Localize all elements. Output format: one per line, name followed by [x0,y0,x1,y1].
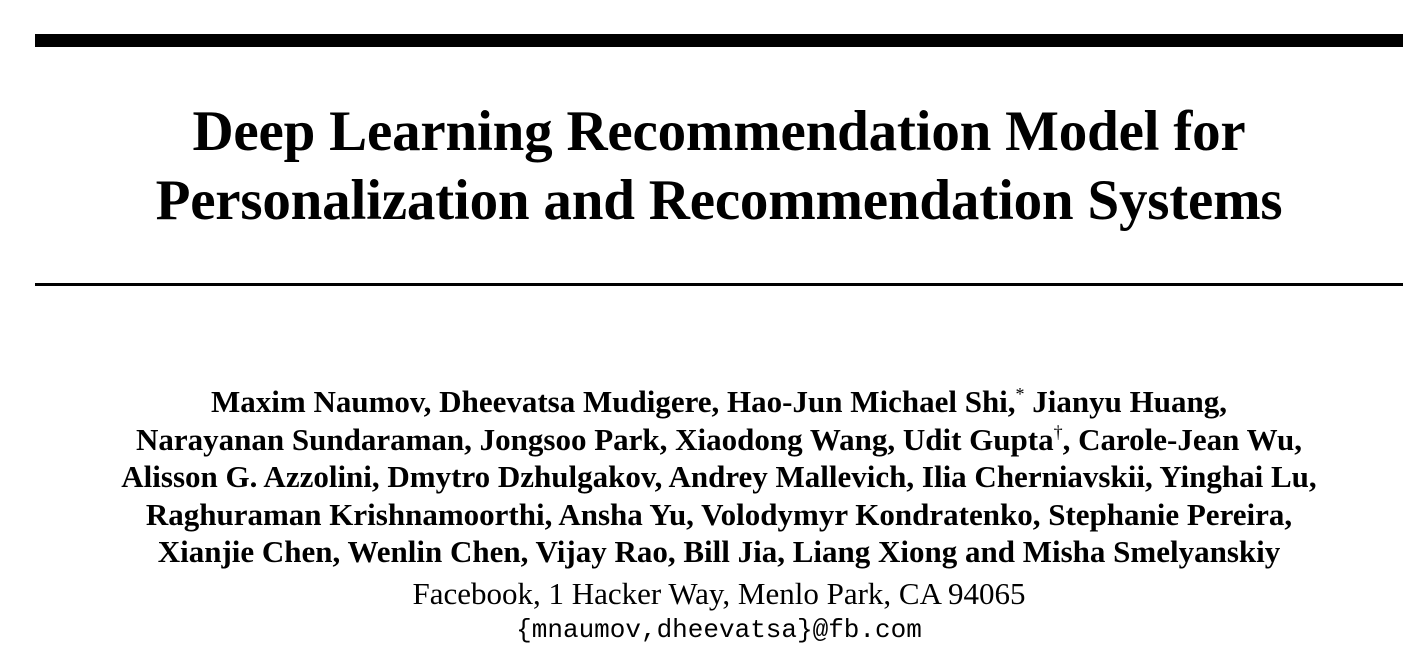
author-line-2-tail: , Carole-Jean Wu, [1062,421,1302,457]
affiliation: Facebook, 1 Hacker Way, Menlo Park, CA 94065 [412,576,1026,611]
paper-title [35,97,1403,235]
title-line-1: Deep Learning Recommendation Model for [192,100,1246,163]
author-line-2 [35,421,1403,459]
top-rule [35,34,1403,47]
contact-email: {mnaumov,dheevatsa}@fb.com [516,615,922,645]
author-line-1-text: Maxim Naumov, Dheevatsa Mudigere, Hao-Jun Michael Shi, [211,384,1016,419]
author-line-4: Raghuraman Krishnamoorthi, Ansha Yu, Volodymyr Kondratenko, Stephanie Pereira, [145,496,1293,532]
footnote-mark-dagger: † [1053,421,1063,442]
author-line-1 [35,383,1403,421]
author-line-2-text: Narayanan Sundaraman, Jongsoo Park, Xiaodong Wang, Udit Gupta [136,421,1054,457]
title-line-2: Personalization and Recommendation Systems [155,169,1283,232]
author-list [35,383,1403,571]
bottom-rule [35,283,1403,286]
author-line-1-tail: Jianyu Huang, [1024,384,1227,419]
footnote-mark-asterisk: * [1015,384,1025,404]
author-line-5: Xianjie Chen, Wenlin Chen, Vijay Rao, Bill Jia, Liang Xiong and Misha Smelyanskiy [157,534,1281,569]
author-line-3: Alisson G. Azzolini, Dmytro Dzhulgakov, Andrey Mallevich, Ilia Cherniavskii, Yinghai Lu, [121,459,1317,494]
